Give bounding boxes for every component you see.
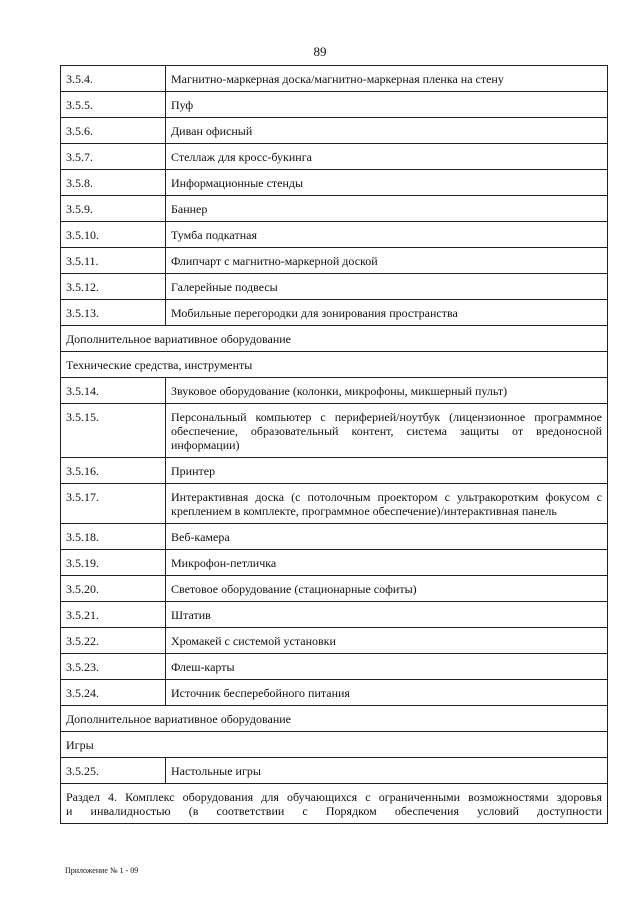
table-row bbox=[61, 524, 608, 550]
section-header-cell: Дополнительное вариативное оборудование bbox=[61, 326, 608, 352]
table-section-header-row bbox=[61, 326, 608, 352]
item-description-cell: Веб-камера bbox=[166, 524, 608, 550]
table-section-header-row bbox=[61, 732, 608, 758]
item-number-cell: 3.5.10. bbox=[61, 222, 166, 248]
item-description-cell: Персональный компьютер с периферией/ноутбук (лицензионное программное обеспечение, образовательный контент, система защиты от вредоносной информации) bbox=[166, 404, 608, 458]
item-number-cell: 3.5.9. bbox=[61, 196, 166, 222]
item-number-cell: 3.5.17. bbox=[61, 484, 166, 524]
item-number-cell: 3.5.20. bbox=[61, 576, 166, 602]
table-row bbox=[61, 758, 608, 784]
section-4-line-1: Раздел 4. Комплекс оборудования для обучающихся с ограниченными возможностями здоровья bbox=[66, 790, 602, 804]
item-number-cell: 3.5.13. bbox=[61, 300, 166, 326]
section-4-cell bbox=[61, 784, 608, 824]
item-number-cell: 3.5.4. bbox=[61, 66, 166, 92]
item-number-cell: 3.5.19. bbox=[61, 550, 166, 576]
item-number-cell: 3.5.24. bbox=[61, 680, 166, 706]
table-row bbox=[61, 484, 608, 524]
table-row bbox=[61, 118, 608, 144]
table-row bbox=[61, 628, 608, 654]
item-description-cell: Штатив bbox=[166, 602, 608, 628]
table-row bbox=[61, 404, 608, 458]
item-description-cell: Звуковое оборудование (колонки, микрофоны, микшерный пульт) bbox=[166, 378, 608, 404]
item-description-cell: Стеллаж для кросс-букинга bbox=[166, 144, 608, 170]
item-number-cell: 3.5.21. bbox=[61, 602, 166, 628]
item-description-cell: Принтер bbox=[166, 458, 608, 484]
section-header-cell: Дополнительное вариативное оборудование bbox=[61, 706, 608, 732]
item-number-cell: 3.5.8. bbox=[61, 170, 166, 196]
table-row bbox=[61, 248, 608, 274]
item-description-cell: Интерактивная доска (с потолочным проектором с ультракоротким фокусом с креплением в комплекте, программное обеспечение)/интерактивная панель bbox=[166, 484, 608, 524]
item-description-cell: Микрофон-петличка bbox=[166, 550, 608, 576]
item-description-cell: Галерейные подвесы bbox=[166, 274, 608, 300]
section-header-cell: Технические средства, инструменты bbox=[61, 352, 608, 378]
item-number-cell: 3.5.23. bbox=[61, 654, 166, 680]
item-number-cell: 3.5.15. bbox=[61, 404, 166, 458]
table-row bbox=[61, 300, 608, 326]
table-row bbox=[61, 170, 608, 196]
item-description-cell: Информационные стенды bbox=[166, 170, 608, 196]
section-4-row bbox=[61, 784, 608, 824]
section-4-line-2: и инвалидностью (в соответствии с Порядком обеспечения условий доступности bbox=[66, 804, 602, 818]
item-description-cell: Световое оборудование (стационарные софиты) bbox=[166, 576, 608, 602]
item-number-cell: 3.5.14. bbox=[61, 378, 166, 404]
item-number-cell: 3.5.12. bbox=[61, 274, 166, 300]
table-row bbox=[61, 680, 608, 706]
item-description-cell: Источник бесперебойного питания bbox=[166, 680, 608, 706]
table-row bbox=[61, 550, 608, 576]
equipment-table bbox=[60, 65, 608, 824]
table-row bbox=[61, 458, 608, 484]
table-row bbox=[61, 602, 608, 628]
item-description-cell: Баннер bbox=[166, 196, 608, 222]
item-description-cell: Диван офисный bbox=[166, 118, 608, 144]
item-number-cell: 3.5.7. bbox=[61, 144, 166, 170]
item-description-cell: Мобильные перегородки для зонирования пространства bbox=[166, 300, 608, 326]
item-number-cell: 3.5.11. bbox=[61, 248, 166, 274]
table-row bbox=[61, 576, 608, 602]
item-description-cell: Настольные игры bbox=[166, 758, 608, 784]
item-number-cell: 3.5.6. bbox=[61, 118, 166, 144]
table-row bbox=[61, 196, 608, 222]
footer-appendix-label: Приложение № 1 - 09 bbox=[65, 866, 139, 875]
table-row bbox=[61, 378, 608, 404]
item-description-cell: Магнитно-маркерная доска/магнитно-маркерная пленка на стену bbox=[166, 66, 608, 92]
table-row bbox=[61, 144, 608, 170]
section-header-cell: Игры bbox=[61, 732, 608, 758]
table-row bbox=[61, 92, 608, 118]
table-section-header-row bbox=[61, 352, 608, 378]
item-number-cell: 3.5.25. bbox=[61, 758, 166, 784]
table-row bbox=[61, 66, 608, 92]
item-description-cell: Пуф bbox=[166, 92, 608, 118]
item-number-cell: 3.5.16. bbox=[61, 458, 166, 484]
equipment-table-body bbox=[61, 66, 608, 824]
item-description-cell: Флипчарт с магнитно-маркерной доской bbox=[166, 248, 608, 274]
item-number-cell: 3.5.5. bbox=[61, 92, 166, 118]
table-row bbox=[61, 274, 608, 300]
item-number-cell: 3.5.22. bbox=[61, 628, 166, 654]
table-section-header-row bbox=[61, 706, 608, 732]
table-row bbox=[61, 222, 608, 248]
item-description-cell: Флеш-карты bbox=[166, 654, 608, 680]
item-description-cell: Тумба подкатная bbox=[166, 222, 608, 248]
table-row bbox=[61, 654, 608, 680]
item-description-cell: Хромакей с системой установки bbox=[166, 628, 608, 654]
page-number: 89 bbox=[313, 44, 327, 59]
item-number-cell: 3.5.18. bbox=[61, 524, 166, 550]
